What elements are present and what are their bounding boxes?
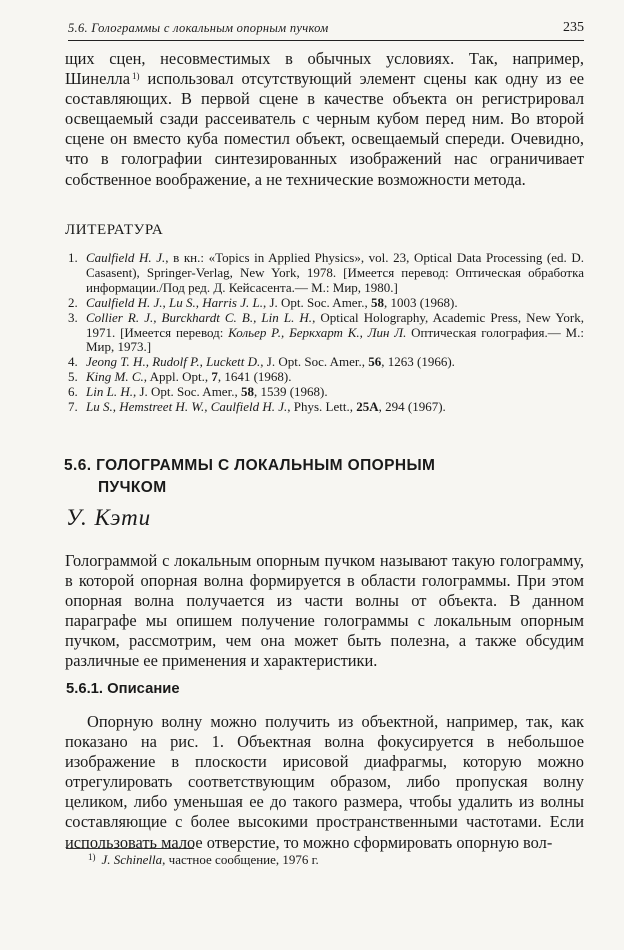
section-author: У. Кэти: [66, 505, 152, 530]
reference-pages: , 294 (1967).: [378, 399, 446, 415]
section-title: [64, 455, 584, 499]
reference-number: 2.: [68, 294, 78, 310]
reference-details: , в кн.: «Topics in Applied Physics», vol. 23, Optical Data Processing (ed. D. Casasent), Springer-Verlag, New York, 1978. [Имеется перевод: Оптическая обработка информации./Под ред. Д. Кейсасента.— М.: Мир, 1980.]: [86, 250, 584, 295]
reference-item: [68, 370, 584, 385]
reference-number: 5.: [68, 369, 78, 385]
footnote-author: J. Schinella: [101, 852, 163, 867]
reference-details: , Phys. Lett.,: [287, 399, 357, 415]
footnote-divider: [66, 848, 194, 849]
reference-authors: Caulfield H. J.: [86, 250, 166, 265]
reference-number: 4.: [68, 354, 78, 370]
subsection-title: 5.6.1. Описание: [66, 681, 180, 697]
reference-details: , J. Opt. Soc. Amer.,: [262, 294, 371, 310]
reference-item: [68, 296, 584, 311]
reference-authors: Lu S., Hemstreet H. W., Caulfield H. J.: [86, 399, 288, 415]
running-title: 5.6. Голограммы с локальным опорным пучком: [68, 21, 329, 35]
reference-item: [68, 400, 584, 415]
reference-number: 6.: [68, 384, 78, 400]
reference-volume: 58: [240, 384, 254, 400]
footnote-reference: 1): [132, 71, 140, 82]
reference-details: , J. Opt. Soc. Amer.,: [132, 384, 241, 400]
reference-volume: 56: [368, 354, 382, 370]
reference-number: 7.: [68, 399, 78, 415]
reference-volume: 58: [370, 294, 384, 310]
reference-details: , Optical Holography, Academic Press, New York, 1971. [Имеется перевод:: [86, 309, 584, 340]
literature-heading: ЛИТЕРАТУРА: [65, 222, 164, 238]
reference-details: , J. Opt. Soc. Amer.,: [260, 354, 369, 370]
reference-authors: King M. C.: [86, 369, 144, 385]
reference-authors: Caulfield H. J., Lu S., Harris J. L.: [86, 294, 263, 310]
reference-translation: Оптическая голография.— М.: Мир, 1973.]: [86, 324, 584, 355]
reference-authors: Lin L. H.: [86, 384, 133, 400]
footnote: [88, 852, 319, 868]
reference-pages: , 1003 (1968).: [383, 294, 458, 310]
reference-item: [68, 251, 584, 296]
reference-authors-russian: Кольер Р., Беркхарт К., Лин Л.: [228, 324, 407, 340]
reference-item: [68, 311, 584, 356]
section-abstract: Голограммой с локальным опорным пучком называют такую голограмму, в которой опорная волна формируется в области голограммы. При этом опорная волна получается из части волны от объекта. В данном параграфе мы опишем получение голограммы с локальным опорным пучком, рассмотрим, чем она может быть полезна, а также обсудим различные ее применения и характеристики.: [65, 551, 584, 671]
subsection-paragraph: Опорную волну можно получить из объектной, например, так, как показано на рис. 1. Объектная волна фокусируется в небольшое изображение в плоскости ирисовой диафрагмы, которую можно отрегулировать соответствующим образом, либо пропуская волну целиком, либо уменьшая ее до такого размера, чтобы удалить из волны составляющие с более высокими пространственными частотами. Если использовать малое отверстие, то можно сформировать опорную вол-: [65, 712, 584, 852]
reference-volume: 7: [211, 369, 218, 385]
reference-authors: Collier R. J., Burckhardt C. B., Lin L. H.: [86, 309, 313, 325]
running-header: [68, 20, 584, 41]
reference-number: 3.: [68, 309, 78, 325]
footnote-mark: 1): [88, 852, 96, 862]
reference-number: 1.: [68, 250, 78, 265]
section-title-line-2: ПУЧКОМ: [98, 479, 167, 496]
reference-authors: Jeong T. H., Rudolf P., Luckett D.: [86, 354, 261, 370]
footnote-text: , частное сообщение, 1976 г.: [162, 852, 319, 867]
page-number: 235: [563, 20, 584, 35]
reference-item: [68, 355, 584, 370]
intro-text-start: щих сцен, несовместимых в обычных условиях. Так, например, Шинелла: [65, 49, 584, 89]
intro-text-end: использовал отсутствующий элемент сцены как одну из ее составляющих. В первой сцене в качестве объекта он регистрировал освещаемый сзади рассеиватель с черным кубом перед ним. Во второй сцене он вместо куба поместил объект, освещаемый спереди. Очевидно, что в голографии синтезированных изображений нас ограничивает собственное воображение, а не технические возможности метода.: [65, 69, 584, 189]
reference-item: [68, 385, 584, 400]
reference-list: [68, 251, 584, 415]
intro-paragraph: [65, 49, 584, 190]
reference-volume: 25A: [356, 399, 379, 415]
reference-details: , Appl. Opt.,: [143, 369, 212, 385]
reference-pages: , 1641 (1968).: [217, 369, 292, 385]
section-title-line-1: 5.6. ГОЛОГРАММЫ С ЛОКАЛЬНЫМ ОПОРНЫМ: [64, 457, 436, 474]
reference-pages: , 1263 (1966).: [381, 354, 455, 370]
reference-pages: , 1539 (1968).: [253, 384, 328, 400]
